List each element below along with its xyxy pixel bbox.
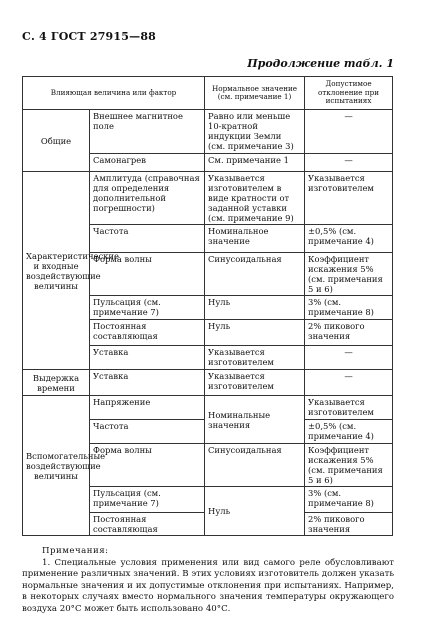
- factor-cell: Уставка: [90, 346, 205, 370]
- normal-value-cell: Синусоидальная: [205, 253, 305, 296]
- table-row: [23, 172, 393, 225]
- deviation-cell: —: [305, 110, 393, 154]
- deviation-cell: Указывается изготовителем: [305, 396, 393, 420]
- factor-cell: Внешнее магнитное поле: [90, 110, 205, 154]
- deviation-cell: —: [305, 154, 393, 172]
- deviation-cell: —: [305, 346, 393, 370]
- normal-value-cell: Указывается изготовителем: [205, 346, 305, 370]
- factor-cell: Частота: [90, 225, 205, 253]
- normal-value-cell: Номинальные значения: [205, 396, 305, 444]
- normal-value-cell: См. примечание 1: [205, 154, 305, 172]
- category-cell: Общие: [23, 110, 90, 172]
- deviation-cell: 2% пикового значения: [305, 513, 393, 536]
- deviation-cell: Коэффициент искажения 5% (см. примечания 5 и 6): [305, 253, 393, 296]
- table-row: [23, 370, 393, 396]
- normal-value-cell: Указывается изготовителем: [205, 370, 305, 396]
- factor-cell: Амплитуда (справочная для определения дополнительной погрешности): [90, 172, 205, 225]
- deviation-cell: Коэффициент искажения 5% (см. примечания 5 и 6): [305, 444, 393, 487]
- category-cell: Вспомогательные воздействующие величины: [23, 396, 90, 536]
- normal-value-cell: Указывается изготовителем в виде кратности от заданной уставки (см. примечание 9): [205, 172, 305, 225]
- table-row: [23, 396, 393, 420]
- page-title: С. 4 ГОСТ 27915—88: [22, 30, 157, 43]
- category-cell: Характеристические и входные воздействующие величины: [23, 172, 90, 370]
- note-paragraph: 1. Специальные условия применения или вид самого реле обусловливают применение различных значений. В этих условиях изготовитель должен указать нормальные значения и их допустимые отклонения при испытаниях. Например, в некоторых случаях вместо нормального значения температуры окружающего воздуха 20°С может быть использовано 40°С.: [22, 557, 394, 614]
- deviation-cell: ±0,5% (см. примечание 4): [305, 420, 393, 444]
- table-row: [23, 110, 393, 154]
- factor-cell: Форма волны: [90, 253, 205, 296]
- factor-cell: Напряжение: [90, 396, 205, 420]
- deviation-cell: 3% (см. примечание 8): [305, 487, 393, 513]
- factor-cell: Пульсация (см. примечание 7): [90, 487, 205, 513]
- factor-cell: Форма волны: [90, 444, 205, 487]
- column-header-factor: Влияющая величина или фактор: [23, 77, 205, 110]
- normal-value-cell: Нуль: [205, 487, 305, 536]
- notes-section: [22, 546, 394, 615]
- deviation-cell: 2% пикового значения: [305, 320, 393, 346]
- deviation-cell: —: [305, 370, 393, 396]
- factor-cell: Пульсация (см. примечание 7): [90, 296, 205, 320]
- category-cell: Выдержка времени: [23, 370, 90, 396]
- table-continuation-label: Продолжение табл. 1: [247, 57, 394, 70]
- normal-value-cell: Нуль: [205, 296, 305, 320]
- column-header-normal: Нормальное значение (см. примечание 1): [205, 77, 305, 110]
- factor-cell: Самонагрев: [90, 154, 205, 172]
- column-header-deviation: Допустимое отклонение при испытаниях: [305, 77, 393, 110]
- influence-factors-table: [22, 76, 393, 536]
- deviation-cell: ±0,5% (см. примечание 4): [305, 225, 393, 253]
- factor-cell: Постоянная составляющая: [90, 320, 205, 346]
- deviation-cell: Указывается изготовителем: [305, 172, 393, 225]
- normal-value-cell: Синусоидальная: [205, 444, 305, 487]
- normal-value-cell: Нуль: [205, 320, 305, 346]
- table-header-row: [23, 77, 393, 110]
- deviation-cell: 3% (см. примечание 8): [305, 296, 393, 320]
- normal-value-cell: Номинальное значение: [205, 225, 305, 253]
- notes-title: Примечания:: [42, 546, 109, 556]
- normal-value-cell: Равно или меньше 10-кратной индукции Земли (см. примечание 3): [205, 110, 305, 154]
- factor-cell: Постоянная составляющая: [90, 513, 205, 536]
- factor-cell: Частота: [90, 420, 205, 444]
- factor-cell: Уставка: [90, 370, 205, 396]
